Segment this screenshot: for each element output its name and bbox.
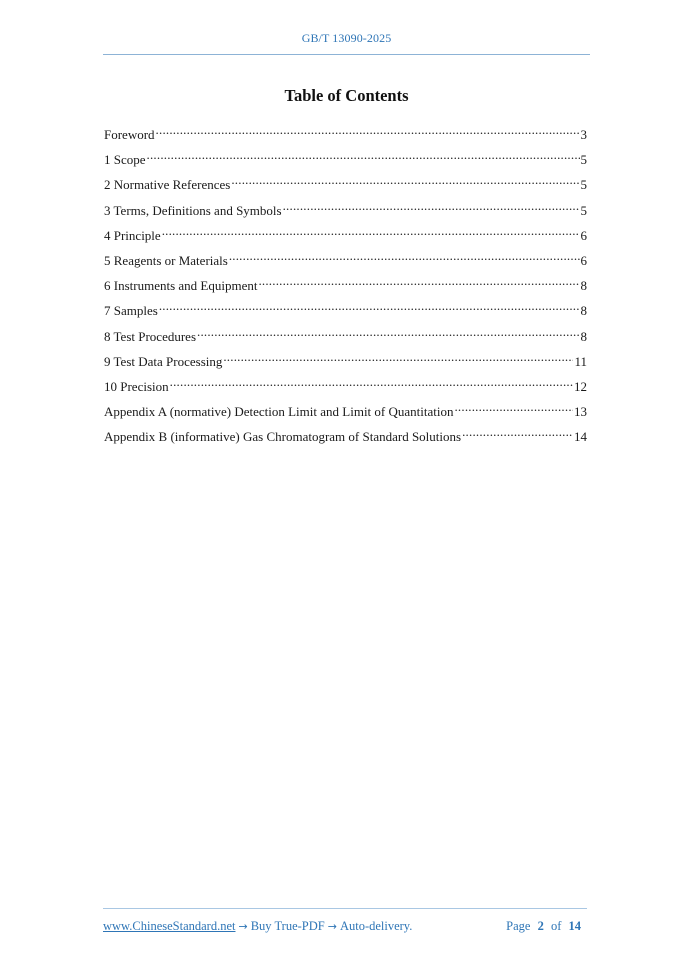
auto-delivery-text: Auto-delivery.	[339, 919, 413, 933]
dot-leader	[162, 221, 580, 240]
toc-item-label: 10 Precision	[104, 378, 169, 394]
toc-item-test-data-processing[interactable]	[104, 347, 587, 372]
header-divider	[103, 54, 590, 55]
page-header	[103, 0, 590, 56]
toc-item-principle[interactable]	[104, 221, 587, 246]
toc-item-page: 5	[580, 202, 587, 218]
toc-item-samples[interactable]	[104, 296, 587, 321]
dot-leader	[462, 422, 573, 441]
arrow-right-icon: →	[327, 920, 337, 933]
toc-item-label: 1 Scope	[104, 152, 146, 168]
dot-leader	[454, 397, 573, 416]
toc-item-label: Appendix B (informative) Gas Chromatogram of Standard Solutions	[104, 429, 462, 445]
dot-leader	[223, 347, 573, 366]
total-pages-number: 14	[568, 919, 581, 933]
dot-leader	[170, 372, 573, 391]
toc-item-page: 6	[580, 227, 587, 243]
buy-true-pdf-text: Buy True-PDF	[250, 919, 325, 933]
toc-title: Table of Contents	[284, 86, 409, 105]
toc-item-page: 8	[580, 278, 587, 294]
toc-item-appendix-a[interactable]	[104, 397, 587, 422]
dot-leader	[159, 296, 580, 315]
toc-item-label: 4 Principle	[104, 227, 161, 243]
toc-item-label: 6 Instruments and Equipment	[104, 278, 258, 294]
toc-item-page: 5	[580, 152, 587, 168]
toc-item-label: Appendix A (normative) Detection Limit and Limit of Quantitation	[104, 404, 454, 420]
toc-item-page: 13	[574, 404, 587, 420]
toc-item-page: 5	[580, 177, 587, 193]
toc-item-page: 6	[580, 252, 587, 268]
toc-item-foreword[interactable]	[104, 120, 587, 145]
dot-leader	[197, 322, 580, 341]
toc-item-page: 12	[574, 378, 587, 394]
of-word: of	[550, 919, 562, 933]
toc-item-label: 2 Normative References	[104, 177, 231, 193]
toc-item-instruments-equipment[interactable]	[104, 271, 587, 296]
toc-item-test-procedures[interactable]	[104, 322, 587, 347]
toc-item-normative-references[interactable]	[104, 170, 587, 195]
toc-item-scope[interactable]	[104, 145, 587, 170]
current-page-number: 2	[537, 919, 544, 933]
toc-item-precision[interactable]	[104, 372, 587, 397]
footer-divider	[103, 908, 587, 909]
toc-item-page: 11	[574, 353, 587, 369]
dot-leader	[156, 120, 580, 139]
toc-item-label: 5 Reagents or Materials	[104, 252, 228, 268]
toc-item-page: 3	[580, 127, 587, 142]
dot-leader	[229, 246, 580, 265]
dot-leader	[231, 170, 579, 189]
toc-item-label: Foreword	[104, 127, 155, 142]
dot-leader	[283, 196, 580, 215]
chinesestandard-link[interactable]: www.ChineseStandard.net	[103, 919, 236, 933]
page-indicator	[506, 919, 585, 934]
dot-leader	[258, 271, 579, 290]
standard-code: GB/T 13090-2025	[301, 31, 392, 45]
toc-item-page: 8	[580, 303, 587, 319]
toc-item-page: 14	[574, 429, 587, 445]
arrow-right-icon: →	[238, 920, 248, 933]
toc-item-reagents-materials[interactable]	[104, 246, 587, 271]
toc-item-page: 8	[580, 328, 587, 344]
dot-leader	[147, 145, 580, 164]
toc-item-terms-definitions-symbols[interactable]	[104, 196, 587, 221]
toc-item-label: 9 Test Data Processing	[104, 353, 223, 369]
toc-list	[104, 120, 587, 447]
toc-item-label: 3 Terms, Definitions and Symbols	[104, 202, 282, 218]
toc-item-label: 8 Test Procedures	[104, 328, 196, 344]
toc-item-appendix-b[interactable]	[104, 422, 587, 447]
toc-item-label: 7 Samples	[104, 303, 158, 319]
page-footer	[103, 905, 587, 945]
footer-promo	[103, 919, 412, 934]
page-word: Page	[506, 919, 531, 933]
